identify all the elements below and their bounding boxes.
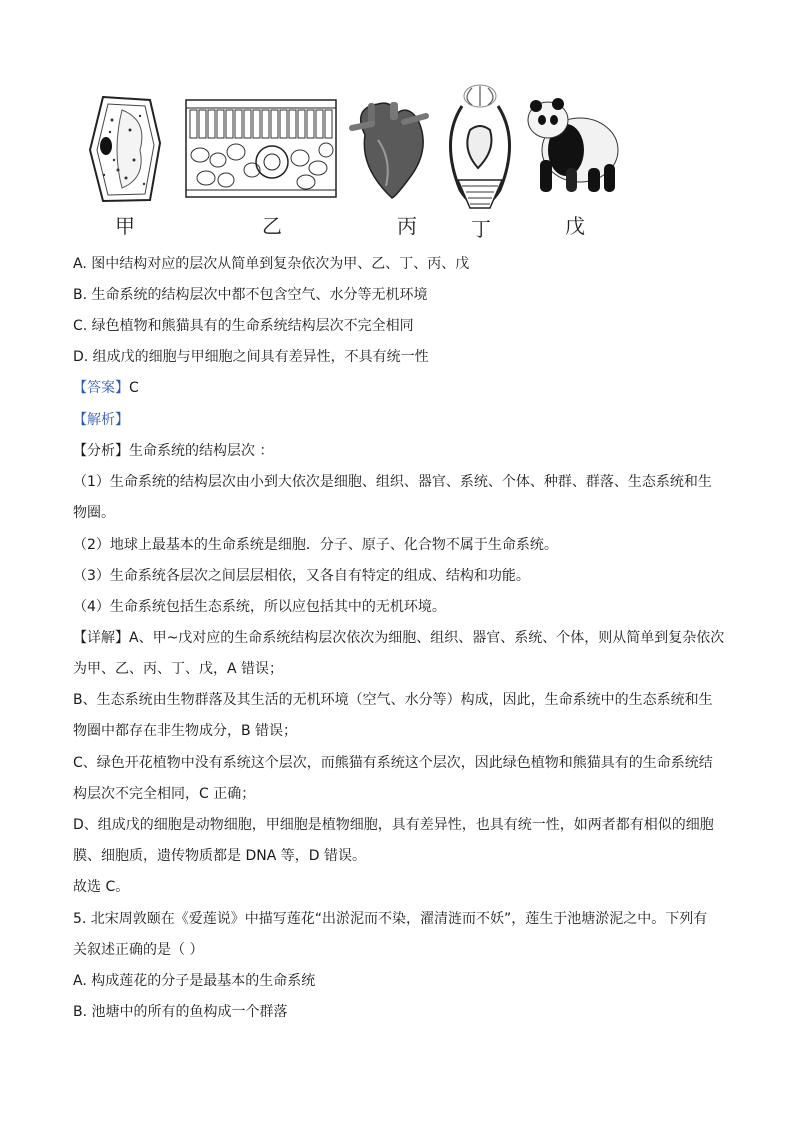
option-a: A. 图中结构对应的层次从简单到复杂依次为甲、乙、丁、丙、戊 [73, 256, 470, 272]
question5-stem: 5. 北宋周敦颐在《爱莲说》中描写莲花“出淤泥而不染，濯清涟而不妖”，莲生于池塘淤泥之中。下列有 [73, 911, 708, 927]
option-b: B. 生命系统的结构层次中都不包含空气、水分等无机环境 [73, 287, 428, 303]
fenxi-point: （3）生命系统各层次之间层层相依，又各自有特定的组成、结构和功能。 [73, 568, 530, 584]
leaf-tissue-illustration [186, 100, 336, 197]
xiangjie-text: 为甲、乙、丙、丁、戊，A 错误； [73, 661, 284, 677]
xiangjie-text: B、生态系统由生物群落及其生活的无机环境（空气、水分等）构成，因此，生命系统中的生态系统和生 [73, 692, 713, 708]
xiangjie-text: D、组成戊的细胞是动物细胞，甲细胞是植物细胞，具有差异性，也具有统一性，如两者都有相似的细胞 [73, 817, 714, 833]
figure-label-wu: 戊 [565, 214, 585, 238]
answer-line [73, 378, 139, 398]
question5-stem: 关叙述正确的是（ ） [73, 942, 204, 958]
question5-option-a: A. 构成莲花的分子是最基本的生命系统 [73, 973, 316, 989]
fenxi-tag: 【分析】 [73, 443, 129, 459]
analysis-tag: 【解析】 [73, 412, 129, 428]
question5-option-b: B. 池塘中的所有的鱼构成一个群落 [73, 1004, 288, 1020]
xiangjie-line [73, 628, 724, 648]
fenxi-point: 物圈。 [73, 505, 115, 521]
fenxi-point: （4）生命系统包括生态系统，所以应包括其中的无机环境。 [73, 599, 446, 615]
analysis-heading [73, 410, 129, 430]
xiangjie-text: A、甲~戊对应的生命系统结构层次依次为细胞、组织、器官、系统、个体，则从简单到复杂依次 [129, 630, 725, 646]
xiangjie-text: 物圈中都存在非生物成分，B 错误； [73, 723, 298, 739]
circulatory-system-illustration [450, 85, 509, 208]
figure-label-jia: 甲 [115, 214, 135, 238]
heart-illustration [352, 102, 426, 198]
figure-label-yi: 乙 [262, 214, 282, 238]
option-c: C. 绿色植物和熊猫具有的生命系统结构层次不完全相同 [73, 318, 414, 334]
fenxi-point: （2）地球上最基本的生命系统是细胞．分子、原子、化合物不属于生命系统。 [73, 537, 558, 553]
panda-illustration [528, 98, 618, 192]
option-d: D. 组成戊的细胞与甲细胞之间具有差异性，不具有统一性 [73, 349, 429, 365]
answer-tag: 【答案】 [73, 380, 129, 396]
xiangjie-text: 膜、细胞质，遗传物质都是 DNA 等，D 错误。 [73, 848, 366, 864]
biology-figure [0, 0, 794, 245]
xiangjie-tag: 【详解】 [73, 630, 129, 646]
fenxi-title: 生命系统的结构层次 ： [129, 443, 274, 459]
final-choice: 故选 C。 [73, 879, 130, 895]
plant-cell-illustration [90, 97, 160, 201]
fenxi-line [73, 441, 273, 461]
xiangjie-text: 构层次不完全相同，C 正确； [73, 786, 256, 802]
xiangjie-text: C、绿色开花植物中没有系统这个层次，而熊猫有系统这个层次，因此绿色植物和熊猫具有的生命系统结 [73, 755, 713, 771]
figure-label-ding: 丁 [471, 217, 491, 241]
answer-value: C [129, 380, 139, 396]
figure-panel [0, 0, 794, 245]
fenxi-point: （1）生命系统的结构层次由小到大依次是细胞、组织、器官、系统、个体、种群、群落、生态系统和生 [73, 474, 712, 490]
figure-label-bing: 丙 [397, 214, 417, 238]
